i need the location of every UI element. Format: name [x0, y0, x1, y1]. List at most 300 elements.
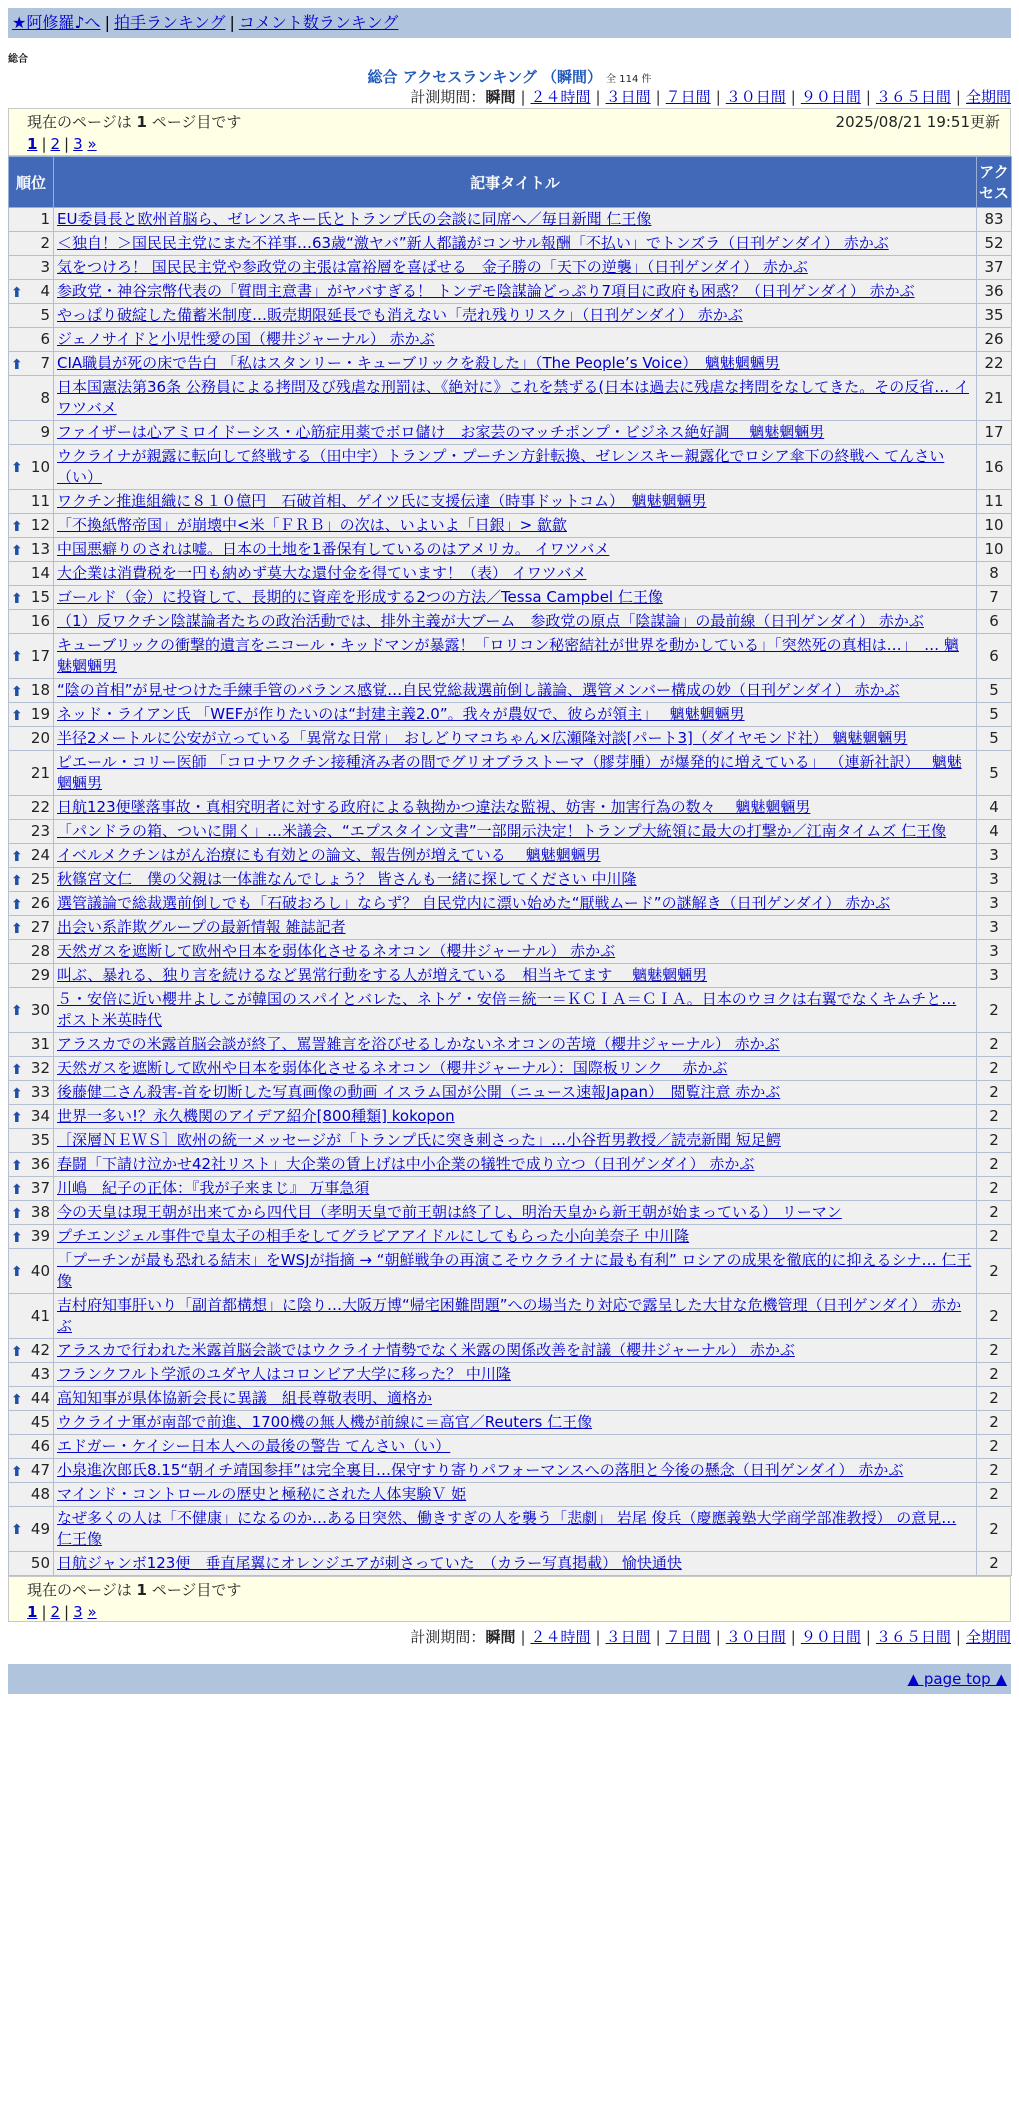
rank-number: 11: [30, 492, 50, 510]
title-cell: [54, 964, 977, 988]
rank-cell: [9, 1129, 54, 1153]
table-row: [9, 1201, 1012, 1225]
article-link[interactable]: （1）反ワクチン陰謀論者たちの政治活動では、排外主義が大ブーム 参政党の原点「陰謀論」の最前線（日刊ゲンダイ） 赤かぶ: [57, 612, 924, 630]
title-cell: [54, 514, 977, 538]
period-separator: |: [865, 88, 871, 106]
article-link[interactable]: 「不換紙幣帝国」が崩壊中<米「ＦＲＢ」の次は、いよいよ「日銀」> 歙歙: [57, 516, 567, 534]
access-count: 37: [977, 256, 1012, 280]
rank-up-arrow-icon: ⬆: [11, 1085, 23, 1102]
article-link[interactable]: ウクライナ軍が南部で前進、1700機の無人機が前線に＝高官／Reuters 仁王像: [57, 1413, 593, 1431]
article-link[interactable]: 「プーチンが最も恐れる結末」をWSJが指摘 → “朝鮮戦争の再演こそウクライナに最も有利” ロシアの成果を徹底的に抑えるシナ… 仁王像: [57, 1251, 972, 1290]
title-cell: [54, 1105, 977, 1129]
article-link[interactable]: 参政党・神谷宗幣代表の「質問主意書」がヤバすぎる！ トンデモ陰謀論どっぷり7項目に政府も困惑？（日刊ゲンダイ） 赤かぶ: [57, 282, 915, 300]
access-count: 6: [977, 634, 1012, 679]
rank-number: 42: [30, 1341, 50, 1359]
table-row: [9, 892, 1012, 916]
rank-cell: [9, 1339, 54, 1363]
rank-number: 28: [30, 942, 50, 960]
rank-number: 35: [30, 1131, 50, 1149]
rank-cell: [9, 1177, 54, 1201]
article-link[interactable]: 「パンドラの箱、ついに開く」…米議会、“エプスタイン文書”一部開示決定！トランプ大統領に最大の打撃か／江南タイムズ 仁王像: [57, 822, 947, 840]
page-link[interactable]: 2: [50, 1603, 61, 1621]
rank-cell: [9, 1483, 54, 1507]
article-link[interactable]: ５・安倍に近い櫻井よしこが韓国のスパイとバレた、ネトゲ・安倍＝統一＝ＫＣＩＡ＝ＣＩＡ。日本のウヨクは右翼でなくキムチと… ポスト米英時代: [57, 990, 957, 1029]
access-count: 2: [977, 1177, 1012, 1201]
rank-number: 25: [30, 870, 50, 888]
period-link[interactable]: ３０日間: [725, 88, 786, 106]
table-row: [9, 1057, 1012, 1081]
title-cell: [54, 727, 977, 751]
access-count: 2: [977, 988, 1012, 1033]
article-link[interactable]: 天然ガスを遮断して欧州や日本を弱体化させるネオコン（櫻井ジャーナル） 赤かぶ: [57, 942, 616, 960]
rank-cell: [9, 1507, 54, 1552]
rank-cell: [9, 964, 54, 988]
table-row: [9, 1363, 1012, 1387]
rank-cell: [9, 1435, 54, 1459]
table-row: [9, 1294, 1012, 1339]
period-link[interactable]: ７日間: [665, 1628, 711, 1646]
page-link[interactable]: 3: [73, 135, 83, 153]
access-count: 2: [977, 1483, 1012, 1507]
period-link[interactable]: ３６５日間: [875, 1628, 951, 1646]
table-row: [9, 988, 1012, 1033]
rank-cell: [9, 844, 54, 868]
rank-cell: [9, 634, 54, 679]
rank-cell: [9, 208, 54, 232]
rank-up-arrow-icon: ⬆: [11, 460, 23, 476]
article-link[interactable]: EU委員長と欧州首脳ら、ゼレンスキー氏とトランプ氏の会談に同席へ／毎日新聞 仁王像: [57, 210, 652, 228]
table-row: [9, 1483, 1012, 1507]
article-link[interactable]: 出会い系詐欺グループの最新情報 雑誌記者: [57, 918, 346, 936]
article-link[interactable]: ＜独自！＞国民民主党にまた不祥事…63歳“激ヤバ”新人都議がコンサル報酬「不払い」でトンズラ（日刊ゲンダイ） 赤かぶ: [57, 234, 889, 252]
rank-number: 7: [40, 354, 50, 372]
nav-separator: |: [104, 13, 110, 32]
title-cell: [54, 1294, 977, 1339]
rank-number: 46: [30, 1437, 50, 1455]
rank-number: 27: [30, 918, 50, 936]
rank-cell: [9, 421, 54, 445]
title-cell: [54, 703, 977, 727]
rank-cell: [9, 538, 54, 562]
page-separator: |: [64, 1603, 70, 1621]
period-link[interactable]: ３６５日間: [875, 88, 951, 106]
access-count: 2: [977, 1153, 1012, 1177]
table-row: [9, 1459, 1012, 1483]
period-link[interactable]: ９０日間: [800, 88, 861, 106]
page-status-current: 1: [136, 1581, 147, 1599]
rank-number: 6: [40, 330, 50, 348]
article-link[interactable]: 中国悪癖りのされは嘘。日本の土地を1番保有しているのはアメリカ。 イワツバメ: [57, 540, 610, 558]
article-link[interactable]: 吉村府知事肝いり「副首都構想」に陰り…大阪万博“帰宅困難問題”への場当たり対応で露呈した大甘な危機管理（日刊ゲンダイ） 赤かぶ: [57, 1296, 962, 1335]
rank-cell: [9, 1249, 54, 1294]
article-link[interactable]: プチエンジェル事件で皇太子の相手をしてグラビアアイドルにしてもらった小向美奈子 中川隆: [57, 1227, 690, 1245]
table-row: [9, 727, 1012, 751]
period-separator: |: [955, 88, 961, 106]
access-count: 5: [977, 703, 1012, 727]
period-separator: |: [655, 1628, 661, 1646]
article-link[interactable]: 叫ぶ、暴れる、独り言を続けるなど異常行動をする人が増えている 相当キてます 魑魅魍魎男: [57, 966, 708, 984]
page-link[interactable]: 2: [50, 135, 61, 153]
article-link[interactable]: 気をつけろ！ 国民民主党や参政党の主張は富裕層を喜ばせる 金子勝の「天下の逆襲」（日刊ゲンダイ） 赤かぶ: [57, 258, 808, 276]
title-cell: [54, 796, 977, 820]
period-separator: |: [655, 88, 661, 106]
article-link[interactable]: 大企業は消費税を一円も納めず莫大な還付金を得ています！（表） イワツバメ: [57, 564, 587, 582]
rank-cell: [9, 352, 54, 376]
rank-cell: [9, 679, 54, 703]
rank-cell: [9, 1552, 54, 1576]
title-cell: [54, 445, 977, 490]
article-link[interactable]: 世界一多い!？永久機関のアイデア紹介[800種類] kokopon: [57, 1107, 455, 1125]
rank-cell: [9, 820, 54, 844]
page-links: [27, 133, 1000, 155]
access-count: 2: [977, 1057, 1012, 1081]
rank-number: 26: [30, 894, 50, 912]
period-link[interactable]: ３０日間: [725, 1628, 786, 1646]
rank-cell: [9, 1153, 54, 1177]
table-row: [9, 352, 1012, 376]
rank-cell: [9, 751, 54, 796]
rank-cell: [9, 514, 54, 538]
table-row: [9, 1435, 1012, 1459]
page-link-current[interactable]: 1: [27, 1603, 38, 1621]
rank-cell: [9, 1057, 54, 1081]
article-link[interactable]: ウクライナが親露に転向して終戦する（田中宇）トランプ・プーチン方針転換、ゼレンスキー親露化でロシア傘下の終戦へ てんさい（い）: [57, 447, 945, 486]
rank-up-arrow-icon: ⬆: [11, 1157, 23, 1174]
article-link[interactable]: ピエール・コリー医師 「コロナワクチン接種済み者の間でグリオブラストーマ（膠芽腫）が爆発的に増えている」 （連新社訳） 魑魅魍魎男: [57, 753, 962, 792]
comment-ranking-link[interactable]: コメント数ランキング: [238, 13, 399, 32]
rank-cell: [9, 916, 54, 940]
access-count: 17: [977, 421, 1012, 445]
title-cell: [54, 679, 977, 703]
period-link[interactable]: ９０日間: [800, 1628, 861, 1646]
rank-cell: [9, 445, 54, 490]
access-count: 2: [977, 1507, 1012, 1552]
page-top-link[interactable]: ▲ page top ▲: [907, 1670, 1007, 1688]
title-cell: [54, 916, 977, 940]
rank-up-arrow-icon: ⬆: [11, 1109, 23, 1126]
article-link[interactable]: 川嶋 紀子の正体：『我が子来まじ』 万事急須: [57, 1179, 370, 1197]
rank-number: 45: [30, 1413, 50, 1431]
table-row: [9, 232, 1012, 256]
period-separator: |: [520, 88, 526, 106]
rank-cell: [9, 280, 54, 304]
period-label: 計測期間：: [410, 88, 486, 106]
title-cell: [54, 352, 977, 376]
rank-number: 17: [30, 646, 50, 665]
period-link[interactable]: 全期間: [965, 88, 1011, 106]
access-count: 4: [977, 820, 1012, 844]
article-link[interactable]: ［深層ＮＥＷＳ］欧州の統一メッセージが「トランプ氏に突き刺さった」…小谷哲男教授／読売新聞 短足鰐: [57, 1131, 781, 1149]
rank-cell: [9, 703, 54, 727]
rank-up-arrow-icon: ⬆: [11, 1181, 23, 1198]
article-link[interactable]: 日航123便墜落事故・真相究明者に対する政府による執拗かつ違法な監視、妨害・加害行為の数々 魑魅魍魎男: [57, 798, 811, 816]
period-link[interactable]: ２４時間: [530, 1628, 591, 1646]
title-cell: [54, 1387, 977, 1411]
access-count: 35: [977, 304, 1012, 328]
rank-up-arrow-icon: ⬆: [11, 1264, 23, 1280]
article-link[interactable]: ワクチン推進組織に８１０億円 石破首相、ゲイツ氏に支援伝達（時事ドットコム） 魑魅魍魎男: [57, 492, 707, 510]
article-link[interactable]: 日本国憲法第36条 公務員による拷問及び残虐な刑罰は、《絶対に》これを禁ずる(日本は過去に残虐な拷問をなしてきた。その反省… イワツバメ: [57, 378, 969, 417]
next-page-link[interactable]: »: [87, 135, 97, 153]
access-count: 3: [977, 940, 1012, 964]
access-count: 2: [977, 1339, 1012, 1363]
access-count: 10: [977, 514, 1012, 538]
table-row: [9, 538, 1012, 562]
table-row: [9, 796, 1012, 820]
period-label: 計測期間：: [410, 1628, 486, 1646]
rank-cell: [9, 1363, 54, 1387]
article-link[interactable]: イベルメクチンはがん治療にも有効との論文、報告例が増えている 魑魅魍魎男: [57, 846, 601, 864]
access-count: 26: [977, 328, 1012, 352]
next-page-link[interactable]: »: [87, 1603, 97, 1621]
rank-cell: [9, 796, 54, 820]
rank-cell: [9, 490, 54, 514]
article-link[interactable]: 秋篠宮文仁 僕の父親は一体誰なんでしょう？ 皆さんも一緒に探してください 中川隆: [57, 870, 637, 888]
article-link[interactable]: アラスカで行われた米露首脳会談ではウクライナ情勢でなく米露の関係改善を討議（櫻井ジャーナル） 赤かぶ: [57, 1341, 795, 1359]
article-link[interactable]: 天然ガスを遮断して欧州や日本を弱体化させるネオコン（櫻井ジャーナル）：国際板リンク 赤かぶ: [57, 1059, 728, 1077]
rank-cell: [9, 256, 54, 280]
rank-cell: [9, 1387, 54, 1411]
title-cell: [54, 208, 977, 232]
page-title: [8, 66, 1011, 86]
article-link[interactable]: なぜ多くの人は「不健康」になるのか…ある日突然、働きすぎの人を襲う「悲劇」 岩尾 俊兵（慶應義塾大学商学部准教授） の意見… 仁王像: [57, 1509, 957, 1548]
title-header: 記事タイトル: [54, 157, 977, 208]
title-cell: [54, 1507, 977, 1552]
rank-cell: [9, 1225, 54, 1249]
table-row: [9, 1105, 1012, 1129]
article-link[interactable]: ジェノサイドと小児性愛の国（櫻井ジャーナル） 赤かぶ: [57, 330, 435, 348]
article-link[interactable]: エドガー・ケイシー日本人への最後の警告 てんさい（い）: [57, 1437, 451, 1455]
access-count: 7: [977, 586, 1012, 610]
access-count: 6: [977, 610, 1012, 634]
rank-up-arrow-icon: ⬆: [11, 872, 23, 889]
rank-cell: [9, 562, 54, 586]
rank-number: 14: [30, 564, 50, 582]
article-link[interactable]: アラスカでの米露首脳会談が終了、罵詈雑言を浴びせるしかないネオコンの苦境（櫻井ジャーナル） 赤かぶ: [57, 1035, 780, 1053]
rank-number: 4: [40, 282, 50, 300]
title-cell: [54, 280, 977, 304]
title-cell: [54, 1483, 977, 1507]
rank-up-arrow-icon: ⬆: [11, 1391, 23, 1408]
table-header-row: [9, 157, 1012, 208]
article-link[interactable]: 選管議論で総裁選前倒しでも「石破おろし」ならず？ 自民党内に漂い始めた“厭戦ムード”の謎解き（日刊ゲンダイ） 赤かぶ: [57, 894, 891, 912]
access-header: アクセス: [977, 157, 1012, 208]
rank-number: 21: [30, 763, 50, 782]
rank-number: 9: [40, 423, 50, 441]
period-separator: |: [865, 1628, 871, 1646]
rank-number: 18: [30, 681, 50, 699]
rank-number: 41: [30, 1306, 50, 1325]
article-link[interactable]: 春闘「下請け泣かせ42社リスト」大企業の賃上げは中小企業の犠牲で成り立つ（日刊ゲンダイ） 赤かぶ: [57, 1155, 755, 1173]
period-selector-top: [8, 86, 1011, 108]
access-count: 2: [977, 1459, 1012, 1483]
article-link[interactable]: ゴールド（金）に投資して、長期的に資産を形成する2つの方法／Tessa Campbel 仁王像: [57, 588, 663, 606]
rank-cell: [9, 892, 54, 916]
rank-up-arrow-icon: ⬆: [11, 590, 23, 607]
rank-number: 8: [40, 388, 50, 407]
period-separator: |: [520, 1628, 526, 1646]
article-link[interactable]: 日航ジャンボ123便 垂直尾翼にオレンジエアが刺さっていた （カラー写真掲載） 愉快通快: [57, 1554, 682, 1572]
rank-number: 12: [30, 516, 50, 534]
access-count: 3: [977, 844, 1012, 868]
rank-up-arrow-icon: ⬆: [11, 683, 23, 700]
table-row: [9, 1081, 1012, 1105]
table-row: [9, 490, 1012, 514]
rank-cell: [9, 1033, 54, 1057]
nav-separator: |: [229, 13, 235, 32]
article-link[interactable]: “陰の首相”が見せつけた手練手管のバランス感覚…自民党総裁選前倒し議論、選管メンバー構成の妙（日刊ゲンダイ） 赤かぶ: [57, 681, 900, 699]
title-cell: [54, 820, 977, 844]
article-link[interactable]: 今の天皇は現王朝が出来てから四代目（孝明天皇で前王朝は終了し、明治天皇から新王朝が始まっている） リーマン: [57, 1203, 842, 1221]
page-wrapper: [8, 8, 1011, 1694]
page-status: [27, 111, 241, 133]
access-count: 2: [977, 1201, 1012, 1225]
updated-timestamp: 2025/08/21 19:51更新: [835, 113, 1000, 131]
pagination-top: [8, 108, 1011, 156]
clap-ranking-link[interactable]: 拍手ランキング: [113, 13, 226, 32]
article-link[interactable]: フランクフルト学派のユダヤ人はコロンビア大学に移った？ 中川隆: [57, 1365, 511, 1383]
table-row: [9, 634, 1012, 679]
title-cell: [54, 1459, 977, 1483]
table-row: [9, 1552, 1012, 1576]
title-cell: [54, 988, 977, 1033]
access-count: 21: [977, 376, 1012, 421]
access-count: 4: [977, 796, 1012, 820]
access-count: 83: [977, 208, 1012, 232]
title-cell: [54, 1411, 977, 1435]
access-count: 2: [977, 1033, 1012, 1057]
title-cell: [54, 328, 977, 352]
page-status-current: 1: [136, 113, 147, 131]
rank-number: 19: [30, 705, 50, 723]
page-separator: |: [41, 135, 47, 153]
article-link[interactable]: やっぱり破綻した備蓄米制度…販売期限延長でも消えない「売れ残りリスク」（日刊ゲンダイ） 赤かぶ: [57, 306, 743, 324]
article-link[interactable]: 半径2メートルに公安が立っている「異常な日常」 おしどりマコちゃん×広瀬隆対談[パート3]（ダイヤモンド社） 魑魅魍魎男: [57, 729, 908, 747]
home-link[interactable]: ★阿修羅♪へ: [12, 13, 101, 32]
page-status-prefix: 現在のページは: [27, 113, 132, 131]
title-cell: [54, 892, 977, 916]
article-link[interactable]: 後藤健二さん殺害-首を切断した写真画像の動画 イスラム国が公開（ニュース速報Japan） 閲覧注意 赤かぶ: [57, 1083, 781, 1101]
rank-number: 32: [30, 1059, 50, 1077]
period-link[interactable]: 全期間: [965, 1628, 1011, 1646]
page-separator: |: [64, 135, 70, 153]
access-count: 8: [977, 562, 1012, 586]
rank-cell: [9, 868, 54, 892]
title-cell: [54, 1225, 977, 1249]
table-row: [9, 964, 1012, 988]
table-row: [9, 844, 1012, 868]
period-selector-bottom: [8, 1626, 1011, 1648]
rank-number: 15: [30, 588, 50, 606]
period-separator: |: [715, 1628, 721, 1646]
article-link[interactable]: ファイザーは心アミロイドーシス・心筋症用薬でボロ儲け お家芸のマッチポンプ・ビジネス絶好調 魑魅魍魎男: [57, 423, 825, 441]
period-separator: |: [715, 88, 721, 106]
title-cell: [54, 610, 977, 634]
table-row: [9, 1177, 1012, 1201]
access-count: 22: [977, 352, 1012, 376]
period-link[interactable]: ７日間: [665, 88, 711, 106]
period-link[interactable]: ３日間: [605, 88, 651, 106]
table-row: [9, 586, 1012, 610]
title-cell: [54, 1249, 977, 1294]
rank-up-arrow-icon: ⬆: [11, 1463, 23, 1480]
table-row: [9, 1225, 1012, 1249]
period-link[interactable]: ３日間: [605, 1628, 651, 1646]
access-count: 3: [977, 868, 1012, 892]
rank-number: 30: [30, 1000, 50, 1019]
access-count: 2: [977, 1225, 1012, 1249]
rank-number: 23: [30, 822, 50, 840]
rank-cell: [9, 940, 54, 964]
access-count: 2: [977, 1129, 1012, 1153]
table-row: [9, 208, 1012, 232]
title-cell: [54, 1339, 977, 1363]
rank-up-arrow-icon: ⬆: [11, 518, 23, 535]
ranking-table-body: [9, 208, 1012, 1576]
pagination-bottom: [8, 1576, 1011, 1622]
article-link[interactable]: 小泉進次郎氏8.15“朝イチ靖国参拝”は完全裏目…保守すり寄りパフォーマンスへの落胆と今後の懸念（日刊ゲンダイ） 赤かぶ: [57, 1461, 904, 1479]
rank-up-arrow-icon: ⬆: [11, 1522, 23, 1538]
table-row: [9, 868, 1012, 892]
total-count: 全 114 件: [606, 74, 652, 85]
article-link[interactable]: CIA職員が死の床で告白 「私はスタンリー・キューブリックを殺した」（The People’s Voice） 魑魅魍魎男: [57, 354, 780, 372]
rank-number: 1: [40, 210, 50, 228]
article-link[interactable]: 高知知事が県体協新会長に異議 組長尊敬表明、適格か: [57, 1389, 433, 1407]
article-link[interactable]: キューブリックの衝撃的遺言をニコール・キッドマンが暴露！「ロリコン秘密結社が世界を動かしている」「突然死の真相は…」 … 魑魅魍魎男: [57, 636, 959, 675]
title-cell: [54, 586, 977, 610]
page-links: [27, 1601, 1000, 1623]
access-count: 11: [977, 490, 1012, 514]
page-separator: |: [41, 1603, 47, 1621]
page-status-suffix: ページ目です: [151, 1581, 242, 1599]
rank-cell: [9, 1294, 54, 1339]
article-link[interactable]: ネッド・ライアン氏 「WEFが作りたいのは“封建主義2.0”。我々が農奴で、彼らが領主」 魑魅魍魎男: [57, 705, 745, 723]
rank-number: 43: [30, 1365, 50, 1383]
title-cell: [54, 634, 977, 679]
table-row: [9, 679, 1012, 703]
rank-number: 37: [30, 1179, 50, 1197]
period-link[interactable]: ２４時間: [530, 88, 591, 106]
title-cell: [54, 1129, 977, 1153]
rank-number: 39: [30, 1227, 50, 1245]
table-row: [9, 1387, 1012, 1411]
rank-number: 22: [30, 798, 50, 816]
rank-cell: [9, 586, 54, 610]
page-link[interactable]: 3: [73, 1603, 83, 1621]
access-count: 2: [977, 1105, 1012, 1129]
title-cell: [54, 421, 977, 445]
bottom-bar: [8, 1664, 1011, 1694]
table-row: [9, 1153, 1012, 1177]
title-cell: [54, 940, 977, 964]
rank-up-arrow-icon: ⬆: [11, 1003, 23, 1019]
title-cell: [54, 1552, 977, 1576]
access-count: 2: [977, 1387, 1012, 1411]
page-link-current[interactable]: 1: [27, 135, 38, 153]
table-row: [9, 304, 1012, 328]
title-cell: [54, 376, 977, 421]
title-cell: [54, 1201, 977, 1225]
rank-cell: [9, 328, 54, 352]
rank-number: 33: [30, 1083, 50, 1101]
period-current: 瞬間: [485, 1628, 516, 1646]
access-count: 2: [977, 1435, 1012, 1459]
table-row: [9, 610, 1012, 634]
rank-up-arrow-icon: ⬆: [11, 920, 23, 937]
title-cell: [54, 1081, 977, 1105]
access-count: 2: [977, 1249, 1012, 1294]
article-link[interactable]: マインド・コントロールの歴史と極秘にされた人体実験Ｖ 姫: [57, 1485, 467, 1503]
